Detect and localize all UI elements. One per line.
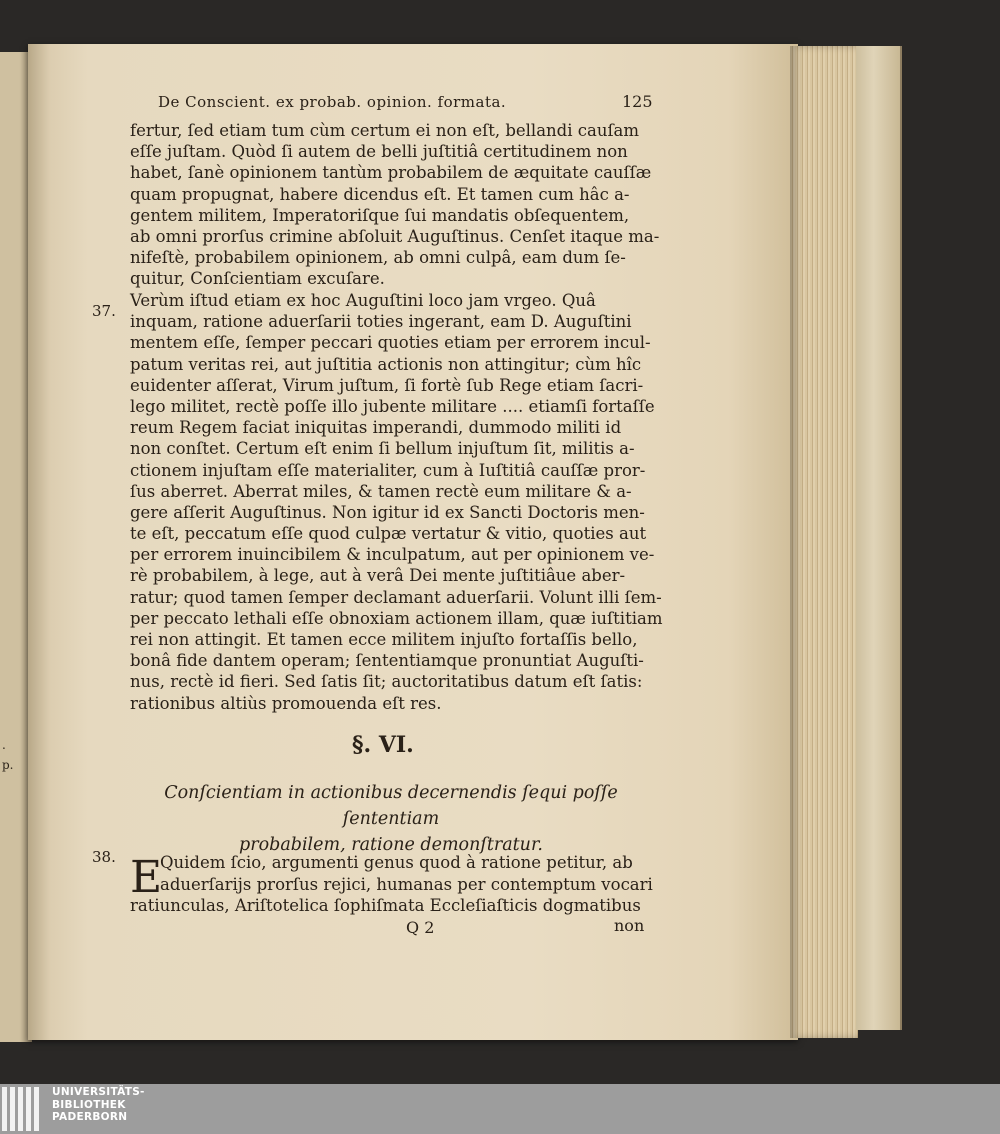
text-line: ratur; quod tamen ſemper declamant aduerſarii. Volunt illi ſem- <box>130 587 662 607</box>
library-logo-text <box>52 1086 145 1124</box>
text-line: gere aſſerit Auguſtinus. Non igitur id ex Sancti Doctoris men- <box>130 502 645 522</box>
library-logo-icon <box>2 1087 39 1131</box>
text-line: ſus aberret. Aberrat miles, & tamen rectè eum militare & a- <box>130 481 632 501</box>
text-line: eſſe juſtam. Quòd ſi autem de belli juſtitiâ certitudinem non <box>130 142 628 162</box>
text-line: habet, ſanè opinionem tantùm probabilem de æquitate cauſſæ <box>130 163 652 183</box>
text-line: aduerſarijs prorſus rejici, humanas per contemptum vocari <box>160 874 653 894</box>
margin-number-38: 38. <box>92 848 116 866</box>
section-title-line: Conſcientiam in actionibus decernendis ſequi poſſe ſententiam <box>164 783 618 829</box>
section-mark: §. VI. <box>352 732 414 758</box>
text-line: quam propugnat, habere dicendus eſt. Et tamen cum hâc a- <box>130 184 630 204</box>
text-line: quitur, Conſcientiam excuſare. <box>130 269 385 289</box>
text-line: non conſtet. Certum eſt enim ſi bellum injuſtum ſit, militis a- <box>130 439 635 459</box>
paragraph-top <box>130 120 659 290</box>
text-line: gentem militem, Imperatoriſque ſui mandatis obſequentem, <box>130 205 630 225</box>
section-title-line: probabilem, ratione demonſtratur. <box>239 835 543 855</box>
logo-line: BIBLIOTHEK <box>52 1098 126 1111</box>
margin-number-37: 37. <box>92 302 116 320</box>
text-line: fertur, ſed etiam tum cùm certum ei non eſt, bellandi cauſam <box>130 121 640 140</box>
text-line: euidenter aſſerat, Virum juſtum, ſi fortè ſub Rege etiam ſacri- <box>130 375 644 395</box>
text-line: ratiunculas, Ariſtotelica ſophiſmata Eccleſiaſticis dogmatibus <box>130 896 641 915</box>
text-line: inquam, ratione aduerſarii toties ingerant, eam D. Auguſtini <box>130 312 632 332</box>
text-line: te eſt, peccatum eſſe quod culpæ vertatur & vitio, quoties aut <box>130 524 647 544</box>
book-cover-edge <box>856 46 902 1030</box>
running-head: De Conscient. ex probab. opinion. formata. <box>158 93 507 111</box>
text-line: rè probabilem, à lege, aut à verâ Dei mente juſtitiâue aber- <box>130 566 626 586</box>
text-line: reum Regem faciat iniquitas imperandi, dummodo militi id <box>130 418 622 438</box>
paragraph-37 <box>130 290 662 714</box>
page-edges <box>790 46 858 1038</box>
library-footer <box>0 1084 1000 1134</box>
text-line: nifeſtè, probabilem opinionem, ab omni culpâ, eam dum ſe- <box>130 248 626 268</box>
text-line: lego militet, rectè poſſe illo jubente militare .... etiamſi fortaſſe <box>130 396 655 416</box>
catchword: non <box>614 916 645 935</box>
text-line: Quidem ſcio, argumenti genus quod à ratione petitur, ab <box>160 853 633 872</box>
text-line: ab omni prorſus crimine abſoluit Auguſtinus. Cenſet itaque ma- <box>130 226 660 246</box>
drop-initial: E <box>130 852 163 903</box>
left-margin-mark: p. <box>2 758 14 772</box>
text-line: per peccato lethali eſſe obnoxiam actionem illam, quæ iuſtitiam <box>130 608 663 628</box>
text-line: patum veritas rei, aut juſtitia actionis non attingitur; cùm hîc <box>130 354 642 374</box>
text-line: rei non attingit. Et tamen ecce militem injuſto fortaſſis bello, <box>130 630 638 649</box>
text-line: rationibus altiùs promouenda eſt res. <box>130 693 442 713</box>
text-line: mentem eſſe, ſemper peccari quoties etiam per errorem incul- <box>130 333 651 353</box>
section-title <box>130 780 652 858</box>
logo-line: PADERBORN <box>52 1111 128 1123</box>
logo-line: UNIVERSITÄTS- <box>52 1086 145 1098</box>
text-line: nus, rectè id fieri. Sed ſatis ſit; auctoritatibus datum eſt ſatis: <box>130 672 643 692</box>
text-line: per errorem inuincibilem & inculpatum, aut per opinionem ve- <box>130 545 655 565</box>
page-number: 125 <box>622 92 653 111</box>
text-line: Verùm iſtud etiam ex hoc Auguſtini loco jam vrgeo. Quâ <box>130 291 596 310</box>
text-line: ctionem injuſtam eſſe materialiter, cum à Iuſtitiâ cauſſæ pror- <box>130 460 646 480</box>
signature-mark: Q 2 <box>406 918 435 937</box>
text-line: bonâ fide dantem operam; ſententiamque pronuntiat Auguſti- <box>130 651 644 671</box>
left-margin-mark: . <box>2 738 6 752</box>
paragraph-38 <box>130 852 653 917</box>
